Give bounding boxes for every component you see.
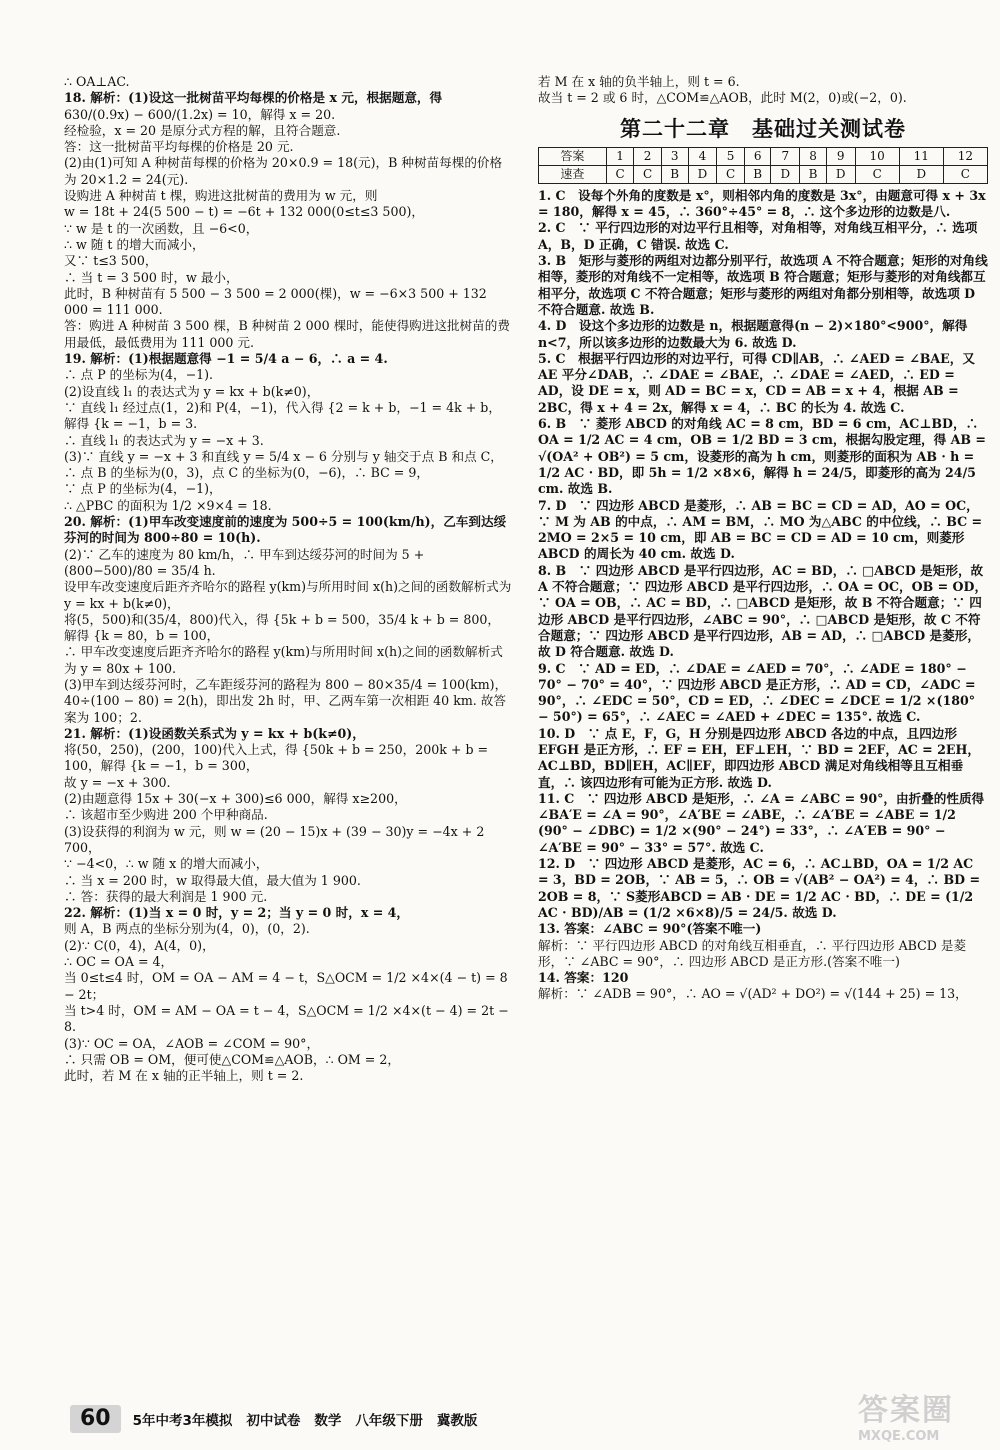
- watermark-logo: [858, 1385, 978, 1443]
- answer-table-number: 7: [771, 147, 800, 165]
- solution-line: ∴ 该超市至少购进 200 个甲种商品.: [64, 807, 268, 823]
- answer-table-answer: C: [717, 165, 745, 183]
- solution-line: 此时，若 M 在 x 轴的正半轴上，则 t = 2.: [64, 1068, 304, 1084]
- solution-line: 若 M 在 x 轴的负半轴上，则 t = 6.: [538, 74, 740, 89]
- solution-line: 又∵ t≤3 500，: [64, 253, 158, 269]
- solution-line: ∴ OC = OA = 4，: [64, 954, 174, 970]
- solution-line: 经检验，x = 20 是原分式方程的解，且符合题意.: [64, 122, 341, 138]
- solution-line: ∴ 当 t = 3 500 时，w 最小，: [64, 269, 239, 285]
- right-column: [538, 74, 991, 1003]
- solution-line: (2)设直线 l₁ 的表达式为 y = kx + b(k≠0)，: [64, 383, 320, 399]
- question-item: 2. C ∵ 平行四边形的对边平行且相等，对角相等，对角线互相平分，∴ 选项 A，B，D 正确，C 错误. 故选 C.: [538, 220, 982, 252]
- solution-line: ∴ 点 B 的坐标为(0，3)，点 C 的坐标为(0，−6)，∴ BC = 9，: [64, 465, 429, 481]
- answer-table-answer: B: [661, 165, 688, 183]
- answer-table-number: 2: [634, 147, 662, 165]
- answer-table-answer: C: [943, 165, 987, 183]
- solution-line: ∴ 只需 OB = OM，便可使△COM≌△AOB，∴ OM = 2，: [64, 1051, 400, 1067]
- question-item: 12. D ∵ 四边形 ABCD 是菱形，AC = 6，∴ AC⊥BD，OA = 1/2 AC = 3，BD = 2OB，∵ AB = 5，∴ OB = √(AB² − OA²) = 4，∴ BD = 2OB = 8，∵ S菱形ABCD = AB · DE = 1/2 AC · BD，∴ DE = (1/2 AC · BD)/AB = (1/2 ×6×8)/5 = 24/5. 故选 D.: [538, 856, 985, 920]
- answer-table-answer: B: [744, 165, 771, 183]
- page-number: 60: [70, 1405, 121, 1433]
- answer-table-label: 速查: [539, 165, 607, 183]
- solution-line: 将(5，500)和(35/4，800)代入，得 {5k + b = 500，35/4 k + b = 800，解得 {k = 80，b = 100，: [64, 611, 500, 644]
- solution-line: ∴ w 随 t 的增大而减小，: [64, 236, 205, 252]
- solution-line: (3)∵ 直线 y = −x + 3 和直线 y = 5/4 x − 6 分别与 y 轴交于点 B 和点 C，: [64, 448, 503, 464]
- section-title: 第二十二章 基础过关测试卷: [620, 116, 906, 141]
- watermark-line2: MXQE.COM: [858, 1429, 940, 1444]
- solution-line: 设甲车改变速度后距齐齐哈尔的路程 y(km)与所用时间 x(h)之间的函数解析式为 y = kx + b(k≠0)，: [64, 579, 516, 611]
- solution-line: ∴ △PBC 的面积为 1/2 ×9×4 = 18.: [64, 497, 272, 513]
- answer-table-answer-row: [539, 165, 988, 183]
- solution-line: (3)∵ OC = OA，∠AOB = ∠COM = 90°，: [64, 1035, 320, 1051]
- answer-table-answer: C: [634, 165, 662, 183]
- answer-table-answer: D: [899, 165, 943, 183]
- footer-subject: 数学: [314, 1413, 342, 1429]
- solution-line: 解得 {k = −1，b = 3.: [64, 416, 198, 432]
- left-column: [64, 74, 516, 1084]
- question-item: 1. C 设每个外角的度数是 x°，则相邻内角的度数是 3x°，由题意可得 x + 3x = 180，解得 x = 45，∴ 360°÷45° = 8，∴ 这个多边形的边数是八.: [538, 187, 991, 220]
- question-item: 4. D 设这个多边形的边数是 n，根据题意得(n − 2)×180°<900°，解得 n<7，所以该多边形的边数最大为 6. 故选 D.: [538, 318, 972, 350]
- answer-table-number: 3: [661, 147, 688, 165]
- solution-line: 答：购进 A 种树苗 3 500 棵，B 种树苗 2 000 棵时，能使得购进这批树苗的费用最低，最低费用为 111 000 元.: [64, 318, 510, 350]
- solution-line: 解析：∵ ∠ADB = 90°，∴ AO = √(AD² + DO²) = √(144 + 25) = 13，: [538, 986, 968, 1002]
- answer-table-answer: B: [800, 165, 827, 183]
- question-item: 20. 解析：(1)甲车改变速度前的速度为 500÷5 = 100(km/h)，乙车到达绥芬河的时间为 800÷80 = 10(h).: [64, 514, 507, 546]
- solution-line: 当 0≤t≤4 时，OM = OA − AM = 4 − t，S△OCM = 1/2 ×4×(4 − t) = 8 − 2t；: [64, 970, 512, 1002]
- question-item: 7. D ∵ 四边形 ABCD 是菱形，∴ AB = BC = CD = AD，AO = OC，∵ M 为 AB 的中点，∴ AM = BM，∴ MO 为△ABC 的中位线，∴ BC = 2MO = 2×5 = 10 cm，即 AB = BC = CD = AD = 10 cm，则菱形 ABCD 的周长为 40 cm. 故选 D.: [538, 497, 987, 562]
- question-item: 18. 解析：(1)设这一批树苗平均每棵的价格是 x 元，根据题意，得: [64, 90, 443, 106]
- answer-table-number: 6: [744, 147, 771, 165]
- page-footer: [70, 1405, 491, 1433]
- answer-table-number: 9: [826, 147, 855, 165]
- solution-line: 故 y = −x + 300.: [64, 774, 171, 790]
- answer-table-number: 1: [606, 147, 634, 165]
- solution-line: ∴ OA⊥AC.: [64, 74, 130, 89]
- answer-table-answer: C: [606, 165, 634, 183]
- solution-line: 40÷(100 − 80) = 2(h)，即出发 2h 时，甲、乙两车第一次相距 40 km. 故答案为 100；2.: [64, 693, 506, 725]
- right-solutions: [538, 187, 991, 1003]
- question-item: 3. B 矩形与菱形的两组对边都分别平行，故选项 A 不符合题意；矩形的对角线相等，菱形的对角线不一定相等，故选项 B 符合题意；矩形与菱形的对角线都互相平分，故选项 C 不符合题意；矩形与菱形的两组对角都分别相等，故选项 D 不符合题意. 故选 B.: [538, 253, 988, 317]
- solution-line: ∵ w 是 t 的一次函数，且 −6<0，: [64, 220, 259, 236]
- answer-table-number: 8: [800, 147, 827, 165]
- solution-line: 答：这一批树苗平均每棵的价格是 20 元.: [64, 139, 294, 155]
- question-item: 19. 解析：(1)根据题意得 −1 = 5/4 a − 6，∴ a = 4.: [64, 351, 388, 367]
- footer-grade: 八年级下册: [355, 1413, 423, 1429]
- watermark-line1: 答案圈: [858, 1393, 954, 1428]
- footer-edition: 冀教版: [436, 1413, 478, 1429]
- question-item: 6. B ∵ 菱形 ABCD 的对角线 AC = 8 cm，BD = 6 cm，AC⊥BD，∴ OA = 1/2 AC = 4 cm，OB = 1/2 BD = 3 cm，根据勾股定理，得 AB = √(OA² + OB²) = 5 cm，设菱形的高为 h cm，则菱形的面积为 AB · h = 1/2 AC · BD，即 5h = 1/2 ×8×6，解得 h = 24/5，即菱形的高为 24/5 cm. 故选 B.: [538, 416, 991, 497]
- solution-line: ∴ 甲车改变速度后距齐齐哈尔的路程 y(km)与所用时间 x(h)之间的函数解析式为 y = 80x + 100.: [64, 644, 503, 676]
- answer-table-number-row: [539, 147, 988, 165]
- question-item: 21. 解析：(1)设函数关系式为 y = kx + b(k≠0)，: [64, 725, 365, 741]
- solution-line: 则 A，B 两点的坐标分别为(4，0)，(0，2).: [64, 921, 310, 937]
- solution-line: (3)甲车到达绥芬河时，乙车距绥芬河的路程为 800 − 80×35/4 = 100(km)，: [64, 676, 508, 692]
- answer-table: [538, 147, 988, 184]
- solution-line: (2)由题意得 15x + 30(−x + 300)≤6 000，解得 x≥200，: [64, 791, 407, 807]
- answer-table-number: 4: [688, 147, 717, 165]
- answer-table-number: 10: [855, 147, 899, 165]
- answer-table-number: 12: [943, 147, 987, 165]
- answer-table-number: 11: [899, 147, 943, 165]
- solution-line: w = 18t + 24(5 500 − t) = −6t + 132 000(0≤t≤3 500)，: [64, 204, 424, 220]
- answer-table-answer: C: [855, 165, 899, 183]
- solution-line: ∴ 当 x = 200 时，w 取得最大值，最大值为 1 900.: [64, 872, 361, 888]
- question-item: 10. D ∵ 点 E，F，G，H 分别是四边形 ABCD 各边的中点，且四边形 EFGH 是正方形，∴ EF = EH，EF⊥EH，∵ BD = 2EF，AC = 2EH，AC⊥BD，BD∥EH，AC∥EF，即四边形 ABCD 满足对角线相等且互相垂直，∴ 该四边形有可能为正方形. 故选 D.: [538, 725, 980, 790]
- question-item: 22. 解析：(1)当 x = 0 时，y = 2；当 y = 0 时，x = 4，: [64, 905, 410, 921]
- solution-line: 故当 t = 2 或 6 时，△COM≌△AOB，此时 M(2，0)或(−2，0).: [538, 90, 907, 106]
- answer-table-label: 答案: [539, 147, 607, 165]
- solution-line: ∴ 直线 l₁ 的表达式为 y = −x + 3.: [64, 432, 264, 448]
- question-item: 8. B ∵ 四边形 ABCD 是平行四边形，AC = BD，∴ □ABCD 是矩形，故 A 不符合题意；∵ 四边形 ABCD 是平行四边形，∴ OA = OC，OB = OD，∵ OA = OB，∴ AC = BD，∴ □ABCD 是矩形，故 B 不符合题意；∵ 四边形 ABCD 是平行四边形，∠ABC = 90°，∴ □ABCD 是矩形，故 C 不符合题意；∵ 四边形 ABCD 是平行四边形，AB = AD，∴ □ABCD 是菱形，故 D 符合题意. 故选 D.: [538, 562, 988, 660]
- solution-line: (2)∵ C(0，4)，A(4，0)，: [64, 937, 215, 953]
- solution-line: (2)∵ 乙车的速度为 80 km/h，∴ 甲车到达绥芬河的时间为 5 + (800−500)/80 = 35/4 h.: [64, 546, 429, 578]
- question-item: 9. C ∵ AD = ED，∴ ∠DAE = ∠AED = 70°，∴ ∠ADE = 180° − 70° − 70° = 40°，∵ 四边形 ABCD 是正方形，∴ AD = CD，∠ADC = 90°，∴ ∠EDC = 50°，CD = ED，∴ ∠DEC = ∠DCE = 1/2 ×(180° − 50°) = 65°，∴ ∠AEC = ∠AED + ∠DEC = 135°. 故选 C.: [538, 660, 980, 725]
- solution-line: 当 t>4 时，OM = AM − OA = t − 4，S△OCM = 1/2 ×4×(t − 4) = 2t − 8.: [64, 1002, 513, 1035]
- right-top-text: [538, 74, 988, 107]
- solution-line: (2)由(1)可知 A 种树苗每棵的价格为 20×0.9 = 18(元)，B 种树苗每棵的价格为 20×1.2 = 24(元).: [64, 155, 503, 187]
- question-item: 13. 答案：∠ABC = 90°(答案不唯一): [538, 921, 762, 937]
- answer-table-answer: D: [771, 165, 800, 183]
- solution-line: (3)设获得的利润为 w 元，则 w = (20 − 15)x + (39 − 30)y = −4x + 2 700，: [64, 823, 489, 855]
- answer-table-answer: D: [688, 165, 717, 183]
- answer-table-answer: D: [826, 165, 855, 183]
- footer-series: 初中试卷: [246, 1413, 301, 1429]
- solution-line: 解析：∵ 平行四边形 ABCD 的对角线互相垂直，∴ 平行四边形 ABCD 是菱形，∵ ∠ABC = 90°，∴ 四边形 ABCD 是正方形.(答案不唯一): [538, 937, 967, 969]
- solution-line: ∵ 点 P 的坐标为(4，−1)，: [64, 481, 222, 497]
- answer-table-number: 5: [717, 147, 745, 165]
- solution-line: 630/(0.9x) − 600/(1.2x) = 10，解得 x = 20.: [64, 106, 336, 122]
- solution-line: 设购进 A 种树苗 t 棵，购进这批树苗的费用为 w 元，则: [64, 188, 378, 204]
- question-item: 14. 答案：120: [538, 970, 629, 986]
- footer-book: 5年中考3年模拟: [132, 1413, 233, 1429]
- solution-line: 此时，B 种树苗有 5 500 − 3 500 = 2 000(棵)，w = −6×3 500 + 132 000 = 111 000.: [64, 285, 491, 318]
- solution-line: ∴ 答：获得的最大利润是 1 900 元.: [64, 888, 268, 904]
- question-item: 5. C 根据平行四边形的对边平行，可得 CD∥AB，∴ ∠AED = ∠BAE，又 AE 平分∠DAB，∴ ∠DAE = ∠BAE，∴ ∠DAE = ∠AED，∴ ED = AD，设 DE = x，则 AD = BC = x，CD = AB = x + 4，根据 AB = 2BC，得 x + 4 = 2x，解得 x = 4，∴ BC 的长为 4. 故选 C.: [538, 350, 980, 415]
- solution-line: ∴ 点 P 的坐标为(4，−1).: [64, 367, 214, 383]
- solution-line: ∵ 直线 l₁ 经过点(1，2)和 P(4，−1)，代入得 {2 = k + b，−1 = 4k + b，: [64, 399, 501, 415]
- question-item: 11. C ∵ 四边形 ABCD 是矩形，∴ ∠A = ∠ABC = 90°，由折叠的性质得∠BA′E = ∠A = 90°，∠A′BE = ∠ABE，∴ ∠A′BE = ∠ABE = 1/2 (90° − ∠DBC) = 1/2 ×(90° − 24°) = 33°，∴ ∠A′EB = 90° − ∠A′BE = 90° − 33° = 57°. 故选 C.: [538, 790, 985, 855]
- solution-line: 将(50，250)，(200，100)代入上式，得 {50k + b = 250，200k + b = 100，解得 {k = −1，b = 300，: [64, 742, 493, 774]
- solution-line: ∵ −4<0，∴ w 随 x 的增大而减小，: [64, 856, 269, 872]
